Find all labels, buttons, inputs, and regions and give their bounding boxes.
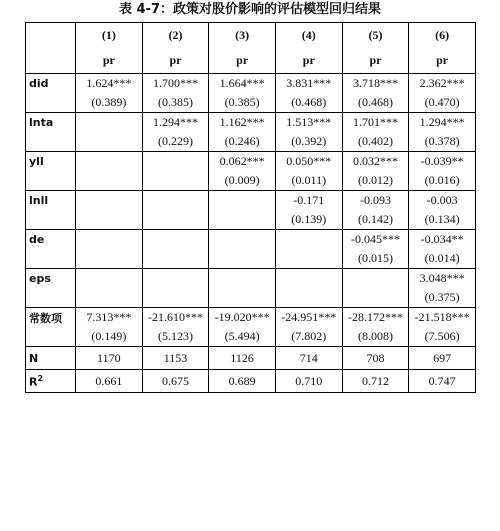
observation-count: 714 [275,347,342,370]
standard-error: (0.385) [142,93,209,113]
coefficient [76,269,143,289]
coef-row-constant [26,308,476,328]
row-label-spacer [26,288,76,308]
coefficient: -21.518*** [409,308,476,328]
row-label: did [26,74,76,94]
row-label: 常数项 [26,308,76,328]
standard-error: (0.015) [342,249,409,269]
coefficient [209,191,276,211]
standard-error [76,171,143,191]
coef-row-yll [26,152,476,172]
coefficient: -0.171 [275,191,342,211]
column-number: (6) [409,23,476,49]
standard-error: (0.016) [409,171,476,191]
coef-row-did [26,74,476,94]
observation-count: 1153 [142,347,209,370]
dependent-variable-row [26,48,476,74]
standard-error: (0.378) [409,132,476,152]
se-row-lnta [26,132,476,152]
standard-error: (5.494) [209,327,276,347]
standard-error: (0.139) [275,210,342,230]
se-row-eps [26,288,476,308]
standard-error [76,132,143,152]
row-label: lnta [26,113,76,133]
coefficient: 0.062*** [209,152,276,172]
standard-error: (0.468) [342,93,409,113]
coefficient: 1.513*** [275,113,342,133]
observation-count: 708 [342,347,409,370]
column-number: (5) [342,23,409,49]
standard-error [209,288,276,308]
coefficient: -0.003 [409,191,476,211]
coefficient: 1.701*** [342,113,409,133]
dependent-variable: pr [409,48,476,74]
coefficient: -19.020*** [209,308,276,328]
coefficient: 0.032*** [342,152,409,172]
coef-row-lnll [26,191,476,211]
coefficient: 0.050*** [275,152,342,172]
dependent-variable: pr [209,48,276,74]
standard-error: (0.468) [275,93,342,113]
se-row-de [26,249,476,269]
standard-error: (0.246) [209,132,276,152]
r-squared-value: 0.661 [76,370,143,393]
r-squared-row [26,370,476,393]
standard-error: (0.229) [142,132,209,152]
r2-superscript: 2 [37,373,44,383]
coefficient [209,230,276,250]
row-label-spacer [26,132,76,152]
standard-error: (0.375) [409,288,476,308]
row-label-spacer [26,210,76,230]
standard-error: (0.014) [409,249,476,269]
observations-row [26,347,476,370]
standard-error: (0.385) [209,93,276,113]
coefficient: 1.664*** [209,74,276,94]
coefficient: -0.045*** [342,230,409,250]
r-squared-value: 0.689 [209,370,276,393]
column-number: (1) [76,23,143,49]
standard-error [76,249,143,269]
observation-count: 697 [409,347,476,370]
standard-error: (0.009) [209,171,276,191]
coefficient: 3.718*** [342,74,409,94]
standard-error: (7.802) [275,327,342,347]
standard-error: (0.142) [342,210,409,230]
observation-count: 1170 [76,347,143,370]
se-row-constant [26,327,476,347]
coefficient: 1.162*** [209,113,276,133]
coefficient: 3.048*** [409,269,476,289]
r-squared-value: 0.710 [275,370,342,393]
standard-error: (0.149) [76,327,143,347]
column-number: (4) [275,23,342,49]
column-number-row [26,23,476,49]
coefficient: -28.172*** [342,308,409,328]
standard-error: (0.402) [342,132,409,152]
coef-row-de [26,230,476,250]
coefficient: -21.610*** [142,308,209,328]
row-label: yll [26,152,76,172]
standard-error [275,249,342,269]
standard-error [142,210,209,230]
r-squared-value: 0.712 [342,370,409,393]
coefficient: -0.039** [409,152,476,172]
standard-error [142,249,209,269]
coefficient [142,269,209,289]
coef-row-lnta [26,113,476,133]
coefficient: -0.034** [409,230,476,250]
standard-error: (0.012) [342,171,409,191]
coefficient: 1.294*** [142,113,209,133]
column-number: (2) [142,23,209,49]
row-label-spacer [26,249,76,269]
standard-error [142,171,209,191]
coefficient [76,113,143,133]
se-row-did [26,93,476,113]
row-label [26,370,76,393]
coef-row-eps [26,269,476,289]
coefficient [76,191,143,211]
standard-error: (0.470) [409,93,476,113]
coefficient [275,230,342,250]
regression-table [25,22,476,393]
header-corner [26,48,76,74]
row-label-spacer [26,93,76,113]
coefficient: 1.624*** [76,74,143,94]
standard-error: (0.011) [275,171,342,191]
coefficient [275,269,342,289]
coefficient [342,269,409,289]
standard-error [275,288,342,308]
column-number: (3) [209,23,276,49]
standard-error: (0.389) [76,93,143,113]
standard-error [142,288,209,308]
row-label-spacer [26,327,76,347]
standard-error [76,288,143,308]
standard-error [342,288,409,308]
coefficient [142,152,209,172]
dependent-variable: pr [275,48,342,74]
row-label: lnll [26,191,76,211]
coefficient [142,230,209,250]
coefficient [209,269,276,289]
standard-error: (0.134) [409,210,476,230]
coefficient: 1.294*** [409,113,476,133]
dependent-variable: pr [142,48,209,74]
coefficient: 2.362*** [409,74,476,94]
dependent-variable: pr [342,48,409,74]
standard-error: (7.506) [409,327,476,347]
coefficient [76,152,143,172]
coefficient: -24.951*** [275,308,342,328]
row-label: de [26,230,76,250]
r2-label: R [29,375,38,389]
table-title: 表 4-7：政策对股价影响的评估模型回归结果 [118,2,381,17]
coefficient: -0.093 [342,191,409,211]
r-squared-value: 0.675 [142,370,209,393]
standard-error: (5.123) [142,327,209,347]
se-row-yll [26,171,476,191]
coefficient: 7.313*** [76,308,143,328]
standard-error: (0.392) [275,132,342,152]
coefficient: 3.831*** [275,74,342,94]
standard-error [76,210,143,230]
standard-error [209,210,276,230]
r-squared-value: 0.747 [409,370,476,393]
row-label: eps [26,269,76,289]
header-corner [26,23,76,49]
standard-error [209,249,276,269]
row-label: N [26,347,76,370]
observation-count: 1126 [209,347,276,370]
standard-error: (8.008) [342,327,409,347]
dependent-variable: pr [76,48,143,74]
row-label-spacer [26,171,76,191]
coefficient: 1.700*** [142,74,209,94]
coefficient [76,230,143,250]
se-row-lnll [26,210,476,230]
coefficient [142,191,209,211]
